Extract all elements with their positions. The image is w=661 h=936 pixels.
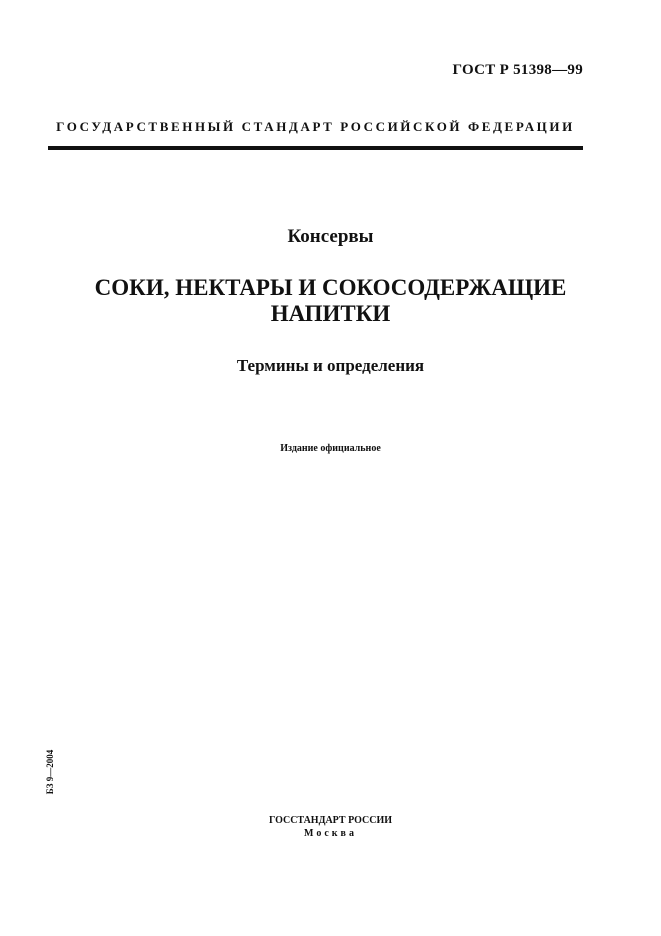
- edition-label: Издание официальное: [280, 443, 381, 454]
- heading-rule: [48, 146, 583, 150]
- publisher-city: Москва: [304, 828, 357, 839]
- side-code-text: БЗ 9—2004: [45, 749, 55, 795]
- side-code: [43, 742, 57, 802]
- publisher-name: ГОССТАНДАРТ РОССИИ: [268, 815, 393, 826]
- title-line: НАПИТКИ: [270, 301, 391, 326]
- document-subtitle: Термины и определения: [236, 356, 425, 375]
- agency-heading: ГОСУДАРСТВЕННЫЙ СТАНДАРТ РОССИЙСКОЙ ФЕДЕРАЦИИ: [56, 119, 575, 134]
- publisher-block: [0, 814, 661, 840]
- title-line: СОКИ, НЕКТАРЫ И СОКОСОДЕРЖАЩИЕ: [94, 275, 567, 300]
- document-code: ГОСТ Р 51398—99: [452, 62, 583, 78]
- document-title: [0, 275, 661, 327]
- category-label: Консервы: [287, 226, 374, 247]
